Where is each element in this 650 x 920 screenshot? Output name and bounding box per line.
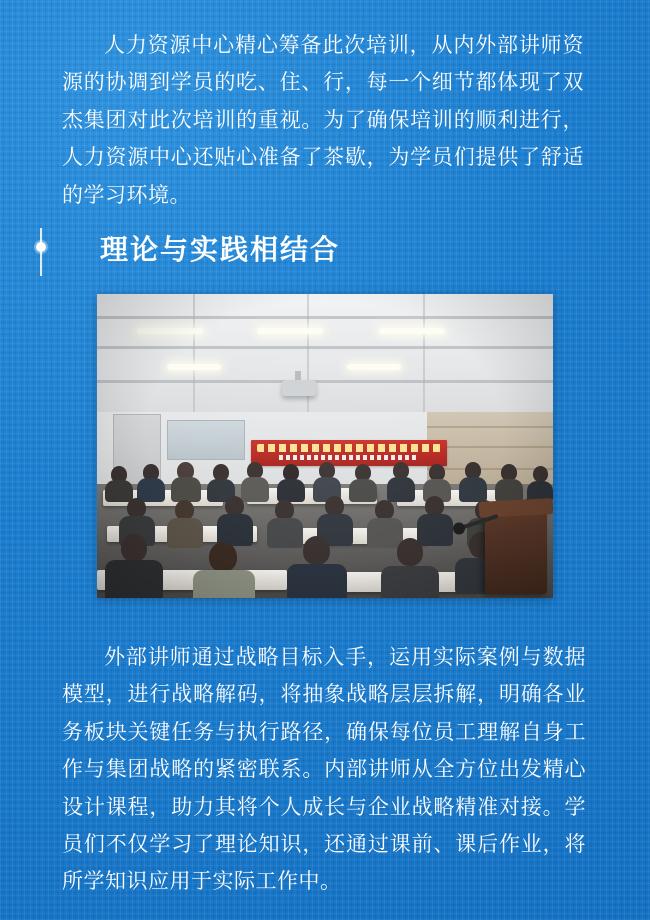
photo-vignette bbox=[97, 294, 553, 598]
section-heading bbox=[40, 222, 460, 280]
intro-paragraph: 人力资源中心精心筹备此次培训，从内外部讲师资源的协调到学员的吃、住、行，每一个细节都体现了双杰集团对此次培训的重视。为了确保培训的顺利进行，人力资源中心还贴心准备了茶歇，为学员们提供了舒适的学习环境。 bbox=[62, 33, 584, 207]
section-heading-label: 理论与实践相结合 bbox=[100, 233, 341, 266]
heading-vertical-rule bbox=[40, 228, 42, 276]
bullet-dot-icon bbox=[36, 242, 46, 252]
photo-scene bbox=[97, 294, 553, 598]
body-paragraph: 外部讲师通过战略目标入手，运用实际案例与数据模型，进行战略解码，将抽象战略层层拆解，明确各业务板块关键任务与执行路径，确保每位员工理解自身工作与集团战略的紧密联系。内部讲师从全方位出发精心设计课程，助力其将个人成长与企业战略精准对接。学员们不仅学习了理论知识，还通过课前、课后作业，将所学知识应用于实际工作中。 bbox=[62, 645, 586, 894]
training-photo bbox=[97, 294, 553, 598]
